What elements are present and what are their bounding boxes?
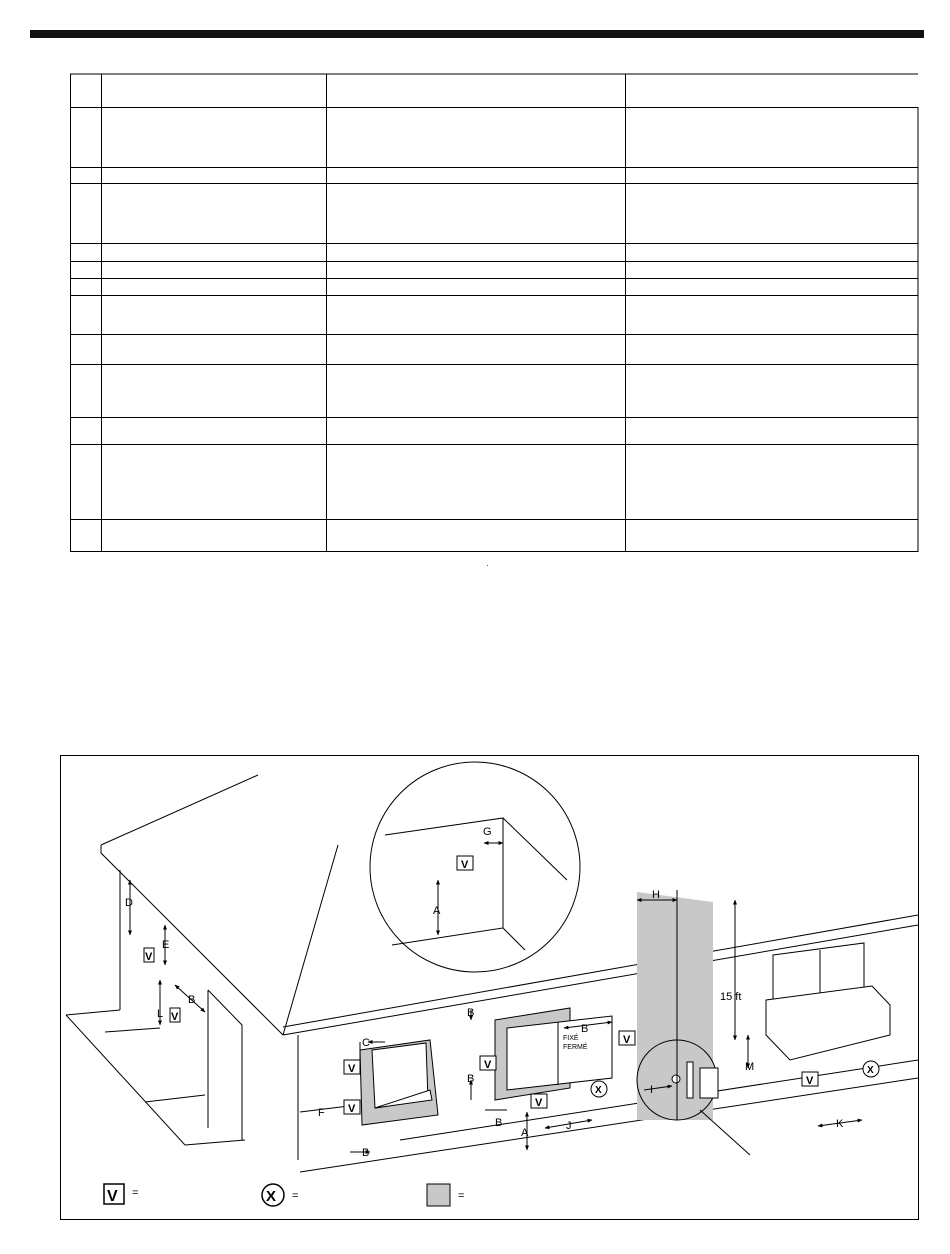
legend-area — [427, 1184, 464, 1206]
svg-text:V: V — [484, 1059, 492, 1071]
vent-icon — [531, 1094, 547, 1109]
svg-text:V: V — [535, 1097, 543, 1109]
legend-vent — [104, 1184, 138, 1205]
legend — [104, 1184, 464, 1206]
vent-icon — [170, 1008, 180, 1023]
svg-text:V: V — [348, 1103, 356, 1115]
vent-icon: V — [107, 1188, 118, 1205]
svg-text:V: V — [623, 1034, 631, 1046]
label-b-bottom: B — [362, 1147, 370, 1159]
vent-icon — [344, 1100, 360, 1115]
vent-icon — [619, 1031, 635, 1046]
svg-text:=: = — [132, 1187, 139, 1199]
label-b-win-top: B — [467, 1007, 475, 1019]
no-vent-icon — [591, 1081, 607, 1097]
vent-icon — [480, 1056, 496, 1071]
svg-text:V: V — [806, 1075, 814, 1087]
label-k: K — [836, 1118, 844, 1130]
vent-icon — [802, 1072, 818, 1087]
svg-text:=: = — [458, 1190, 465, 1202]
label-j: J — [566, 1120, 572, 1132]
svg-text:X: X — [867, 1065, 874, 1076]
vent-icon — [144, 948, 154, 963]
label-e: E — [162, 939, 170, 951]
label-b-win-bottom: B — [495, 1117, 503, 1129]
svg-text:FIXÉ: FIXÉ — [563, 1035, 579, 1042]
label-15ft: 15 ft — [720, 991, 742, 1003]
no-vent-icon: X — [266, 1188, 277, 1205]
label-g: G — [483, 826, 492, 838]
vent-icon — [457, 856, 473, 871]
clearance-table — [0, 0, 950, 600]
stray-mark: · — [486, 561, 489, 570]
table-grid — [0, 0, 950, 600]
svg-text:V: V — [348, 1063, 356, 1075]
label-i: I — [650, 1084, 654, 1096]
no-vent-symbols — [591, 1061, 879, 1097]
svg-text:=: = — [292, 1190, 299, 1202]
svg-text:V: V — [171, 1011, 179, 1023]
label-f: F — [318, 1107, 325, 1119]
label-b-win-side: B — [467, 1073, 475, 1085]
label-d: D — [125, 897, 133, 909]
legend-no-vent — [262, 1184, 298, 1206]
right-window — [766, 943, 890, 1060]
label-c: C — [362, 1037, 370, 1049]
detail-circle — [370, 762, 580, 972]
svg-text:X: X — [595, 1085, 602, 1096]
vent-icon — [344, 1060, 360, 1075]
label-b-win-right: B — [581, 1023, 589, 1035]
label-b-left: B — [188, 994, 196, 1006]
label-l: L — [157, 1008, 164, 1020]
label-a: A — [521, 1127, 529, 1139]
label-a-detail: A — [433, 905, 441, 917]
svg-text:FERMÉ: FERMÉ — [563, 1044, 588, 1051]
no-vent-icon — [863, 1061, 879, 1077]
label-h: H — [652, 889, 660, 901]
svg-text:V: V — [461, 859, 469, 871]
svg-text:V: V — [145, 951, 153, 963]
label-m: M — [745, 1061, 755, 1073]
